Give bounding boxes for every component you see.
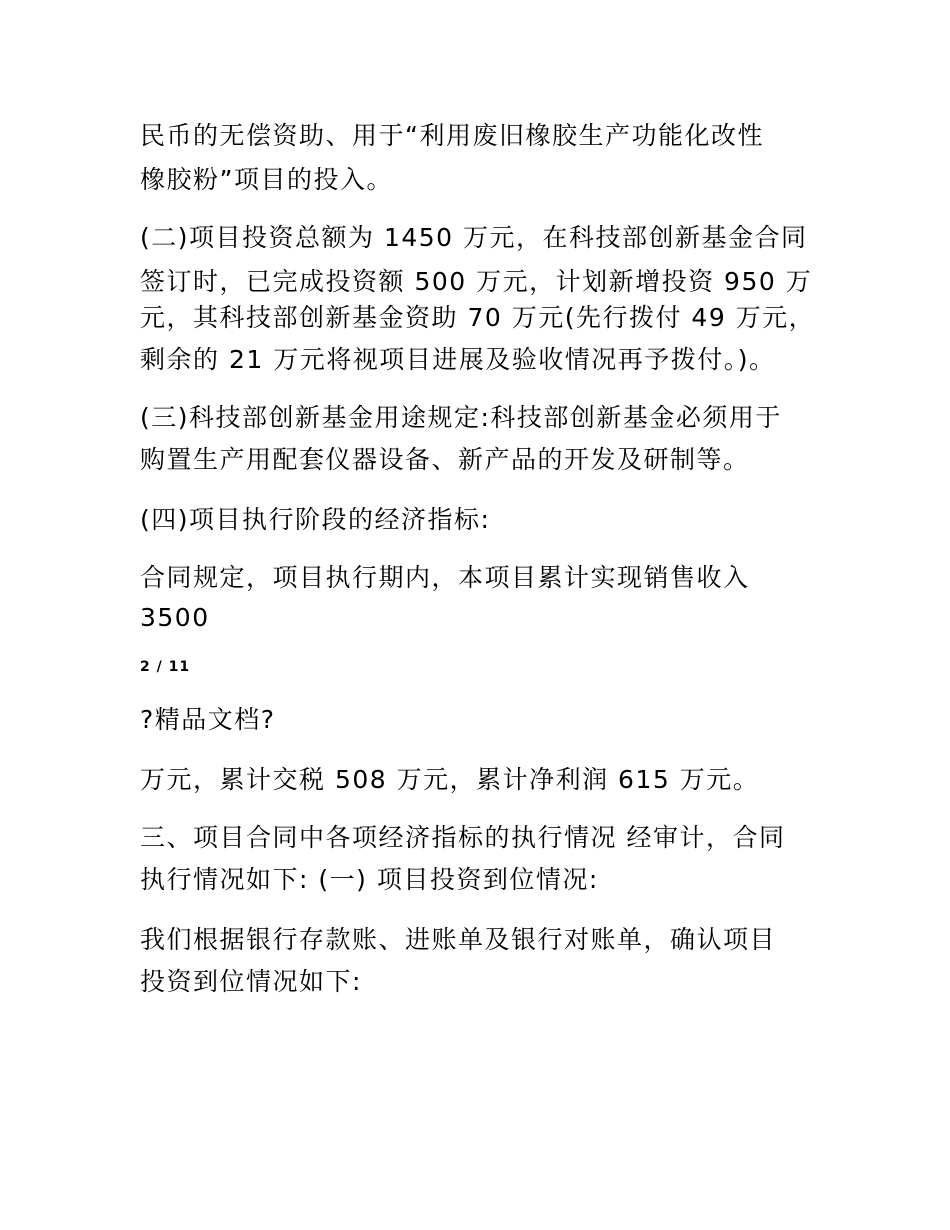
paragraph-1-line-1: 民币的无偿资助、用于“利用废旧橡胶生产功能化改性 [140, 121, 764, 150]
paragraph-7-line-2: 执行情况如下: (一) 项目投资到位情况: [140, 865, 599, 894]
paragraph-2-line-1: (二)项目投资总额为 1450 万元，在科技部创新基金合同 [140, 223, 808, 252]
paragraph-3-line-2: 购置生产用配套仪器设备、新产品的开发及研制等。 [140, 445, 750, 474]
paragraph-5-line-2: 3500 [140, 603, 210, 632]
header-text: ?精品文档? [140, 705, 276, 734]
paragraph-8-line-1: 我们根据银行存款账、进账单及银行对账单，确认项目 [140, 925, 777, 954]
paragraph-2-line-3: 元，其科技部创新基金资助 70 万元(先行拨付 49 万元， [140, 303, 816, 332]
paragraph-8-line-2: 投资到位情况如下: [140, 967, 362, 996]
paragraph-7-line-1: 三、项目合同中各项经济指标的执行情况 经审计，合同 [140, 823, 786, 852]
paragraph-5-line-1: 合同规定，项目执行期内，本项目累计实现销售收入 [140, 563, 750, 592]
paragraph-6-line-1: 万元，累计交税 508 万元，累计净利润 615 万元。 [140, 765, 760, 794]
paragraph-4-line-1: (四)项目执行阶段的经济指标: [140, 505, 491, 534]
page-number: 2 / 11 [140, 659, 191, 675]
paragraph-3-line-1: (三)科技部创新基金用途规定:科技部创新基金必须用于 [140, 403, 782, 432]
paragraph-2-line-4: 剩余的 21 万元将视项目进展及验收情况再予拨付。)。 [140, 345, 776, 374]
paragraph-1-line-2: 橡胶粉”项目的投入。 [140, 165, 393, 194]
paragraph-2-line-2: 签订时，已完成投资额 500 万元，计划新增投资 950 万 [140, 267, 813, 296]
